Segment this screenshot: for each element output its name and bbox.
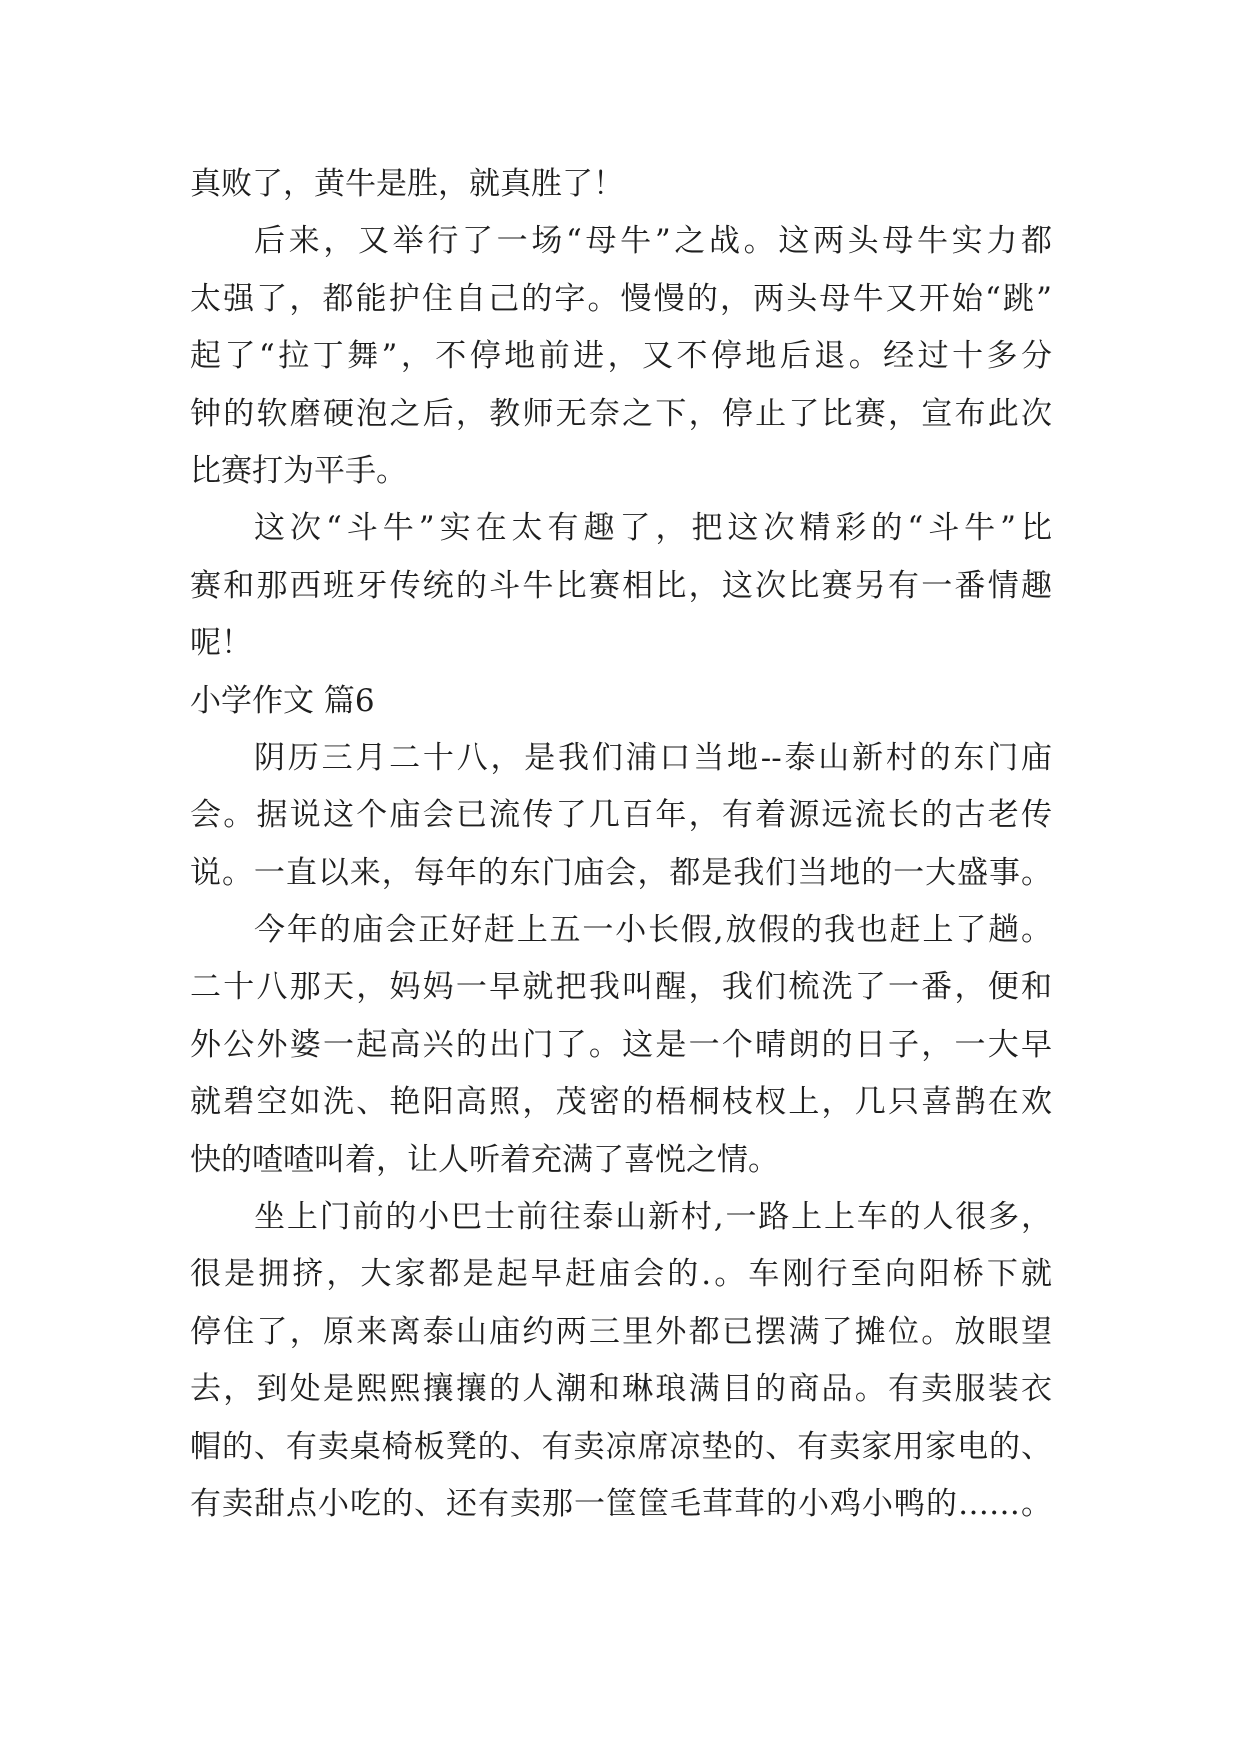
text-line: 帽的、有卖桌椅板凳的、有卖凉席凉垫的、有卖家用家电的、 xyxy=(190,1428,1052,1465)
text-line: 赛和那西班牙传统的斗牛比赛相比，这次比赛另有一番情趣 xyxy=(190,567,1052,604)
text-line: 很是拥挤，大家都是起早赶庙会的.。车刚行至向阳桥下就 xyxy=(190,1256,1052,1293)
paragraph xyxy=(190,902,1241,1189)
paragraph xyxy=(190,213,1241,500)
text-line: 快的喳喳叫着，让人听着充满了喜悦之情。 xyxy=(190,1141,779,1178)
text-line: 会。据说这个庙会已流传了几百年，有着源远流长的古老传 xyxy=(190,797,1052,834)
text-line: 外公外婆一起高兴的出门了。这是一个晴朗的日子，一大早 xyxy=(190,1026,1052,1063)
text-line: 停住了，原来离泰山庙约两三里外都已摆满了摊位。放眼望 xyxy=(190,1313,1052,1350)
section-heading: 小学作文 篇6 xyxy=(190,682,375,719)
text-line: 就碧空如洗、艳阳高照，茂密的梧桐枝杈上，几只喜鹊在欢 xyxy=(190,1084,1052,1121)
text-line: 起了“拉丁舞”，不停地前进，又不停地后退。经过十多分 xyxy=(190,338,1052,375)
paragraph xyxy=(190,730,1241,902)
text-line: 钟的软磨硬泡之后，教师无奈之下，停止了比赛，宣布此次 xyxy=(190,395,1052,432)
text-line: 比赛打为平手。 xyxy=(190,452,407,489)
text-line: 今年的庙会正好赶上五一小长假,放假的我也赶上了趟。 xyxy=(254,912,1052,949)
text-line: 真败了，黄牛是胜，就真胜了！ xyxy=(190,166,624,202)
paragraph xyxy=(190,1189,1241,1533)
text-line: 阴历三月二十八，是我们浦口当地--泰山新村的东门庙 xyxy=(254,739,1052,776)
text-line: 呢！ xyxy=(190,625,252,662)
text-line: 后来，又举行了一场“母牛”之战。这两头母牛实力都 xyxy=(254,223,1052,260)
text-line: 去，到处是熙熙攘攘的人潮和琳琅满目的商品。有卖服装衣 xyxy=(190,1371,1052,1408)
text-line: 说。一直以来，每年的东门庙会，都是我们当地的一大盛事。 xyxy=(190,854,1052,891)
text-line: 太强了，都能护住自己的字。慢慢的，两头母牛又开始“跳” xyxy=(190,280,1052,317)
text-line: 坐上门前的小巴士前往泰山新村,一路上上车的人很多， xyxy=(254,1199,1052,1236)
text-line: 这次“斗牛”实在太有趣了，把这次精彩的“斗牛”比 xyxy=(254,510,1052,547)
text-line: 有卖甜点小吃的、还有卖那一筐筐毛茸茸的小鸡小鸭的……。 xyxy=(190,1485,1052,1522)
text-line: 二十八那天，妈妈一早就把我叫醒，我们梳洗了一番，便和 xyxy=(190,969,1052,1006)
paragraph xyxy=(190,156,1241,213)
paragraph xyxy=(190,500,1241,672)
